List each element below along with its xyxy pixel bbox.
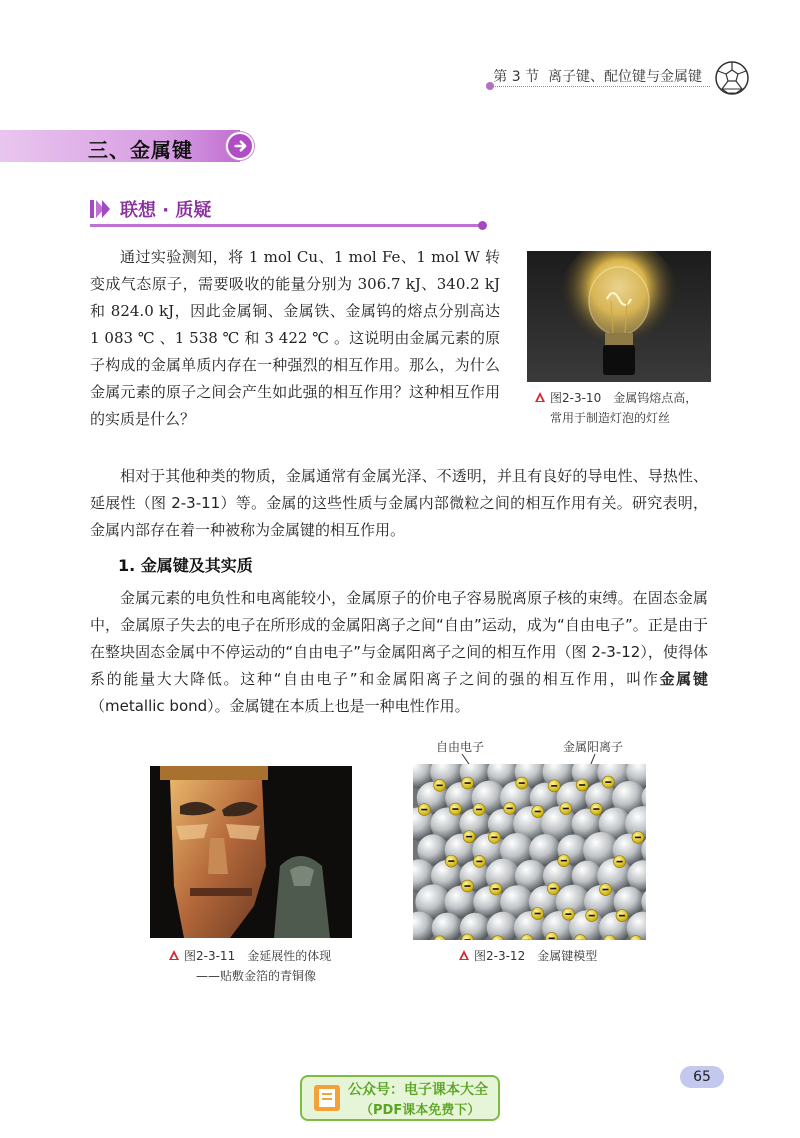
label-metal-cation: 金属阳离子 [563,740,624,754]
watermark-line2: （PDF课本免费下） [360,1103,481,1118]
paragraph-metal-properties: 相对于其他种类的物质，金属通常有金属光泽、不透明，并且有良好的导电性、导热性、延展性（图 2-3-11）等。金属的这些性质与金属内部微粒之间的相互作用有关。研究表明，金属内部存在着一种被称为金属键的相互作用。 [90,467,708,539]
double-chevron-icon [90,198,112,220]
header-text [493,66,702,86]
free-electron [632,831,644,843]
free-electron [473,803,485,815]
watermark-stamp [300,1075,500,1121]
paragraph-metallic-bond-b: （metallic bond）。金属键在本质上也是一种电性作用。 [90,697,470,715]
buckyball-icon [714,60,750,96]
free-electron [602,776,614,788]
free-electron [590,803,602,815]
caption-triangle-icon [534,391,546,403]
free-electron [532,908,544,920]
figure-caption-bulb [534,388,724,428]
free-electron [532,805,544,817]
free-electron [547,883,559,895]
think-box-text: 通过实验测知，将 1 mol Cu、1 mol Fe、1 mol W 转变成气态原子，需要吸收的能量分别为 306.7 kJ、340.2 kJ 和 824.0 kJ，因此金属铜、金属铁、金属钨的熔点分别高达 1 083 ℃ 、1 538 ℃ 和 3 422 ℃ 。这说明由金属元素的原子构成的金属单质内存在一种强烈的相互作用。那么，为什么金属元素的原子之间会产生如此强的相互作用？这种相互作用的实质是什么？ [90,248,500,428]
free-electron [516,777,528,789]
free-electron [418,804,430,816]
figure-caption-model [458,946,658,966]
free-electron [560,803,572,815]
caption-model-text: 图2-3-12 金属键模型 [474,949,598,963]
free-electron [614,856,626,868]
caption-triangle-icon [168,949,180,961]
think-box-label: 联想 · 质疑 [120,200,212,221]
free-electron [586,910,598,922]
watermark-line1: 公众号：电子课本大全 [348,1082,488,1098]
section-title: 三、金属键 [88,138,193,162]
subheading-metallic-bond: 1. 金属键及其实质 [118,556,253,575]
free-electron [562,908,574,920]
figure-caption-mask [168,946,388,986]
section-banner [0,130,260,162]
free-electron [463,831,475,843]
header-title: 离子键、配位键与金属键 [548,69,702,85]
free-electron [461,880,473,892]
caption-bulb-line1: 图2-3-10 金属钨熔点高， [550,391,698,405]
free-electron [434,779,446,791]
free-electron [504,802,516,814]
light-bulb-photo [527,251,711,382]
caption-bulb-line2: 常用于制造灯泡的灯丝 [550,411,671,425]
caption-mask-line2: ——贴敷金箔的青铜像 [196,969,317,983]
running-header [490,60,750,100]
free-electron [616,910,628,922]
think-box-end-dot [478,221,487,230]
paragraph-metallic-bond-a: 金属元素的电负性和电离能较小，金属原子的价电子容易脱离原子核的束缚。在固态金属中，金属原子失去的电子在所形成的金属阳离子之间“自由”运动，成为“自由电子”。正是由于在整块固态金属中不停运动的“自由电子”与金属阳离子之间的相互作用（图 2-3-12），使得体系的能量大大降低。这种“自由电子”和金属阳离子之间的强的相互作用，叫作 [90,589,708,688]
label-free-electron: 自由电子 [436,740,485,754]
free-electron [576,779,588,791]
term-metallic-bond: 金属键 [659,670,708,688]
header-section: 第 3 节 [493,69,540,85]
header-rule [490,86,710,87]
bronze-mask-photo [150,766,352,938]
free-electron [449,803,461,815]
caption-triangle-icon [458,949,470,961]
caption-mask-line1: 图2-3-11 金延展性的体现 [184,949,332,963]
think-box-heading [90,196,490,230]
paragraph-metallic-bond [90,585,708,720]
page-number: 65 [680,1066,724,1088]
arrow-right-icon [226,132,254,160]
free-electron [599,884,611,896]
free-electron [488,831,500,843]
think-box-underline [90,224,482,227]
free-electron [490,883,502,895]
book-logo-icon [312,1083,342,1113]
free-electron [473,855,485,867]
free-electron [445,855,457,867]
metallic-bond-model [413,764,646,940]
free-electron [558,855,570,867]
free-electron [548,780,560,792]
free-electron [462,777,474,789]
